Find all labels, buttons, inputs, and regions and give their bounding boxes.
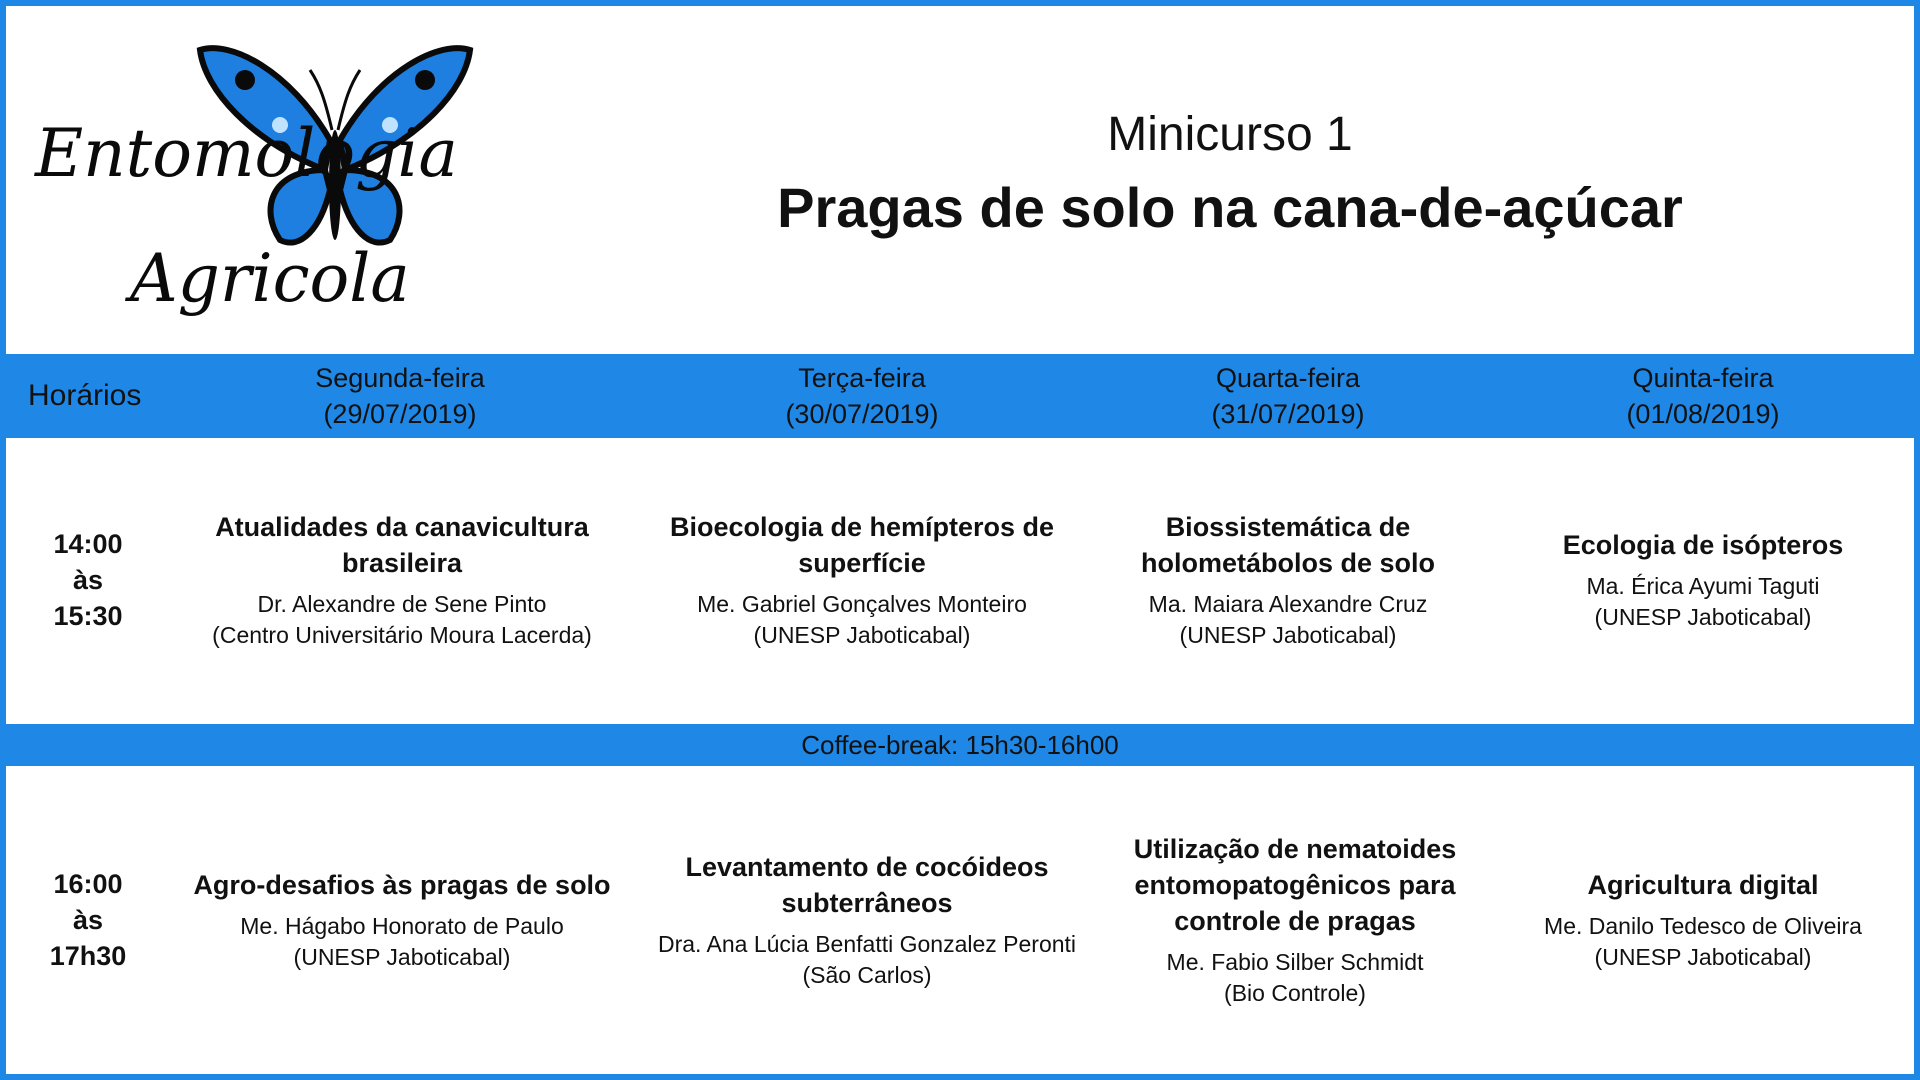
time-slot-2 xyxy=(28,866,148,974)
session-title: Levantamento de cocóideos subterrâneos xyxy=(685,852,1049,918)
session-institution: (UNESP Jaboticabal) xyxy=(293,944,511,970)
session-institution: (UNESP Jaboticabal) xyxy=(1594,944,1812,970)
session-institution: (São Carlos) xyxy=(802,962,932,988)
session-speaker: Me. Danilo Tedesco de Oliveira xyxy=(1544,913,1862,939)
session-institution: (UNESP Jaboticabal) xyxy=(753,622,971,648)
session-speaker: Dr. Alexandre de Sene Pinto xyxy=(257,591,547,617)
day-name: Quarta-feira xyxy=(1215,363,1361,393)
session-wednesday-2 xyxy=(1110,820,1480,1020)
session-title: Biossistemática de holometábolos de solo xyxy=(1140,512,1436,578)
day-date: (01/08/2019) xyxy=(1626,399,1780,429)
day-header-monday xyxy=(250,354,550,438)
course-subtitle: Minicurso 1 xyxy=(1107,108,1353,161)
logo-text-line1: Entomologia xyxy=(35,115,458,192)
session-speaker: Ma. Érica Ayumi Taguti xyxy=(1586,573,1820,599)
session-speaker: Me. Fabio Silber Schmidt xyxy=(1166,949,1424,975)
session-speaker: Ma. Maiara Alexandre Cruz xyxy=(1148,591,1428,617)
time-end: 17h30 xyxy=(49,941,127,971)
session-speaker: Me. Hágabo Honorato de Paulo xyxy=(240,913,564,939)
session-title: Bioecologia de hemípteros de superfície xyxy=(669,512,1055,578)
session-thursday-1 xyxy=(1518,500,1888,660)
time-slot-1 xyxy=(28,526,148,634)
session-speaker: Me. Gabriel Gonçalves Monteiro xyxy=(697,591,1027,617)
session-tuesday-2 xyxy=(640,830,1094,1010)
schedule-header-bar xyxy=(0,354,1920,438)
time-start: 14:00 xyxy=(53,529,123,559)
logo xyxy=(30,30,550,350)
coffee-break-bar xyxy=(0,724,1920,766)
day-name: Quinta-feira xyxy=(1632,363,1774,393)
session-speaker: Dra. Ana Lúcia Benfatti Gonzalez Peronti xyxy=(657,931,1077,957)
day-header-wednesday xyxy=(1138,354,1438,438)
session-title: Agricultura digital xyxy=(1587,870,1819,900)
session-tuesday-1 xyxy=(652,500,1072,660)
day-name: Segunda-feira xyxy=(315,363,485,393)
session-thursday-2 xyxy=(1518,840,1888,1000)
day-date: (29/07/2019) xyxy=(323,399,477,429)
course-title: Pragas de solo na cana-de-açúcar xyxy=(777,176,1683,239)
logo-text-line2: Agricola xyxy=(130,240,410,317)
session-monday-1 xyxy=(190,500,614,660)
time-separator: às xyxy=(72,905,104,935)
session-title: Utilização de nematoides entomopatogênicos para controle de pragas xyxy=(1133,834,1457,936)
session-monday-2 xyxy=(180,840,624,1000)
day-date: (31/07/2019) xyxy=(1211,399,1365,429)
time-start: 16:00 xyxy=(53,869,123,899)
session-institution: (Bio Controle) xyxy=(1224,980,1366,1006)
day-header-tuesday xyxy=(712,354,1012,438)
title-block xyxy=(700,100,1760,246)
session-institution: (UNESP Jaboticabal) xyxy=(1594,604,1812,630)
session-institution: (UNESP Jaboticabal) xyxy=(1179,622,1397,648)
session-wednesday-1 xyxy=(1120,500,1456,660)
session-title: Ecologia de isópteros xyxy=(1562,530,1844,560)
horarios-label: Horários xyxy=(28,379,142,412)
session-title: Atualidades da canavicultura brasileira xyxy=(215,512,589,578)
day-date: (30/07/2019) xyxy=(785,399,939,429)
time-end: 15:30 xyxy=(53,601,123,631)
session-institution: (Centro Universitário Moura Lacerda) xyxy=(212,622,592,648)
coffee-break-label: Coffee-break: 15h30-16h00 xyxy=(801,729,1119,760)
day-name: Terça-feira xyxy=(798,363,926,393)
session-title: Agro-desafios às pragas de solo xyxy=(193,870,611,900)
time-separator: às xyxy=(72,565,104,595)
day-header-thursday xyxy=(1553,354,1853,438)
